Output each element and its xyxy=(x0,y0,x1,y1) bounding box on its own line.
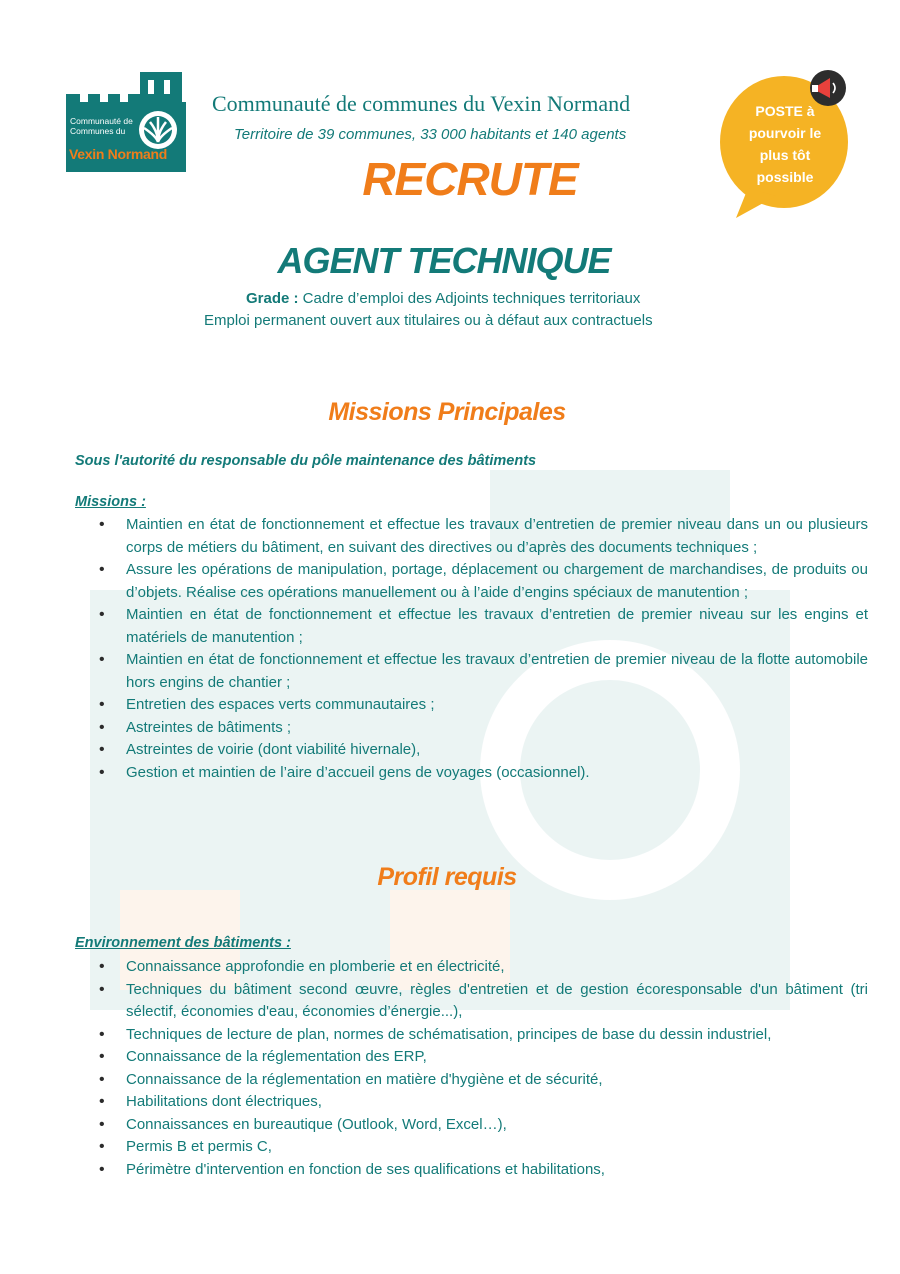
missions-label: Missions : xyxy=(75,494,146,510)
recrute-heading: RECRUTE xyxy=(362,153,578,205)
list-item: • Connaissance approfondie en plomberie et en électricité, xyxy=(75,956,868,979)
emploi-line: Emploi permanent ouvert aux titulaires ou à défaut aux contractuels xyxy=(204,312,653,329)
missions-list xyxy=(75,514,868,784)
poste-badge-text xyxy=(724,100,846,188)
badge-line: possible xyxy=(756,169,814,185)
list-item: • Périmètre d'intervention en fonction de ses qualifications et habilitations, xyxy=(75,1159,868,1182)
grade-value: Cadre d’emploi des Adjoints techniques territoriaux xyxy=(298,290,641,307)
grade-label: Grade : xyxy=(246,290,299,307)
list-item: • Assure les opérations de manipulation, portage, déplacement ou chargement de marchandises, de produits ou d’objets. Réalise ces opérations manuellement ou à l’aide d’engins spéciaux de manutention ; xyxy=(75,559,868,604)
organization-name: Communauté de communes du Vexin Normand xyxy=(212,91,631,116)
grade-line xyxy=(246,290,640,307)
list-item: • Techniques de lecture de plan, normes de schématisation, principes de base du dessin industriel, xyxy=(75,1024,868,1047)
missions-authority: Sous l'autorité du responsable du pôle maintenance des bâtiments xyxy=(75,453,537,469)
list-item: • Habilitations dont électriques, xyxy=(75,1091,868,1114)
list-item: • Gestion et maintien de l’aire d’accueil gens de voyages (occasionnel). xyxy=(75,762,868,785)
logo-line-2: Communes du xyxy=(70,126,126,136)
logo-vexin-normand: Vexin Normand xyxy=(69,146,168,162)
job-title: AGENT TECHNIQUE xyxy=(277,240,611,281)
profil-label: Environnement des bâtiments : xyxy=(75,935,291,951)
badge-line: plus tôt xyxy=(759,147,811,163)
list-item: • Maintien en état de fonctionnement et effectue les travaux d’entretien de premier niveau de la flotte automobile hors engins de chantier ; xyxy=(75,649,868,694)
list-item: • Connaissance de la réglementation en matière d'hygiène et de sécurité, xyxy=(75,1069,868,1092)
list-item: • Techniques du bâtiment second œuvre, règles d'entretien et de gestion écoresponsable d'un bâtiment (tri sélectif, économies d'eau, économies d’énergie...), xyxy=(75,979,868,1024)
list-item: • Connaissances en bureautique (Outlook, Word, Excel…), xyxy=(75,1114,868,1137)
list-item: • Astreintes de voirie (dont viabilité hivernale), xyxy=(75,739,868,762)
missions-title: Missions Principales xyxy=(328,398,566,426)
profil-title: Profil requis xyxy=(377,863,517,891)
list-item: • Permis B et permis C, xyxy=(75,1136,868,1159)
badge-line: pourvoir le xyxy=(748,125,822,141)
badge-line: POSTE à xyxy=(755,103,815,119)
territory-info: Territoire de 39 communes, 33 000 habitants et 140 agents xyxy=(234,126,627,143)
list-item: • Maintien en état de fonctionnement et effectue les travaux d’entretien de premier niveau sur les engins et matériels de manutention ; xyxy=(75,604,868,649)
list-item: • Entretien des espaces verts communautaires ; xyxy=(75,694,868,717)
list-item: • Astreintes de bâtiments ; xyxy=(75,717,868,740)
list-item: • Connaissance de la réglementation des ERP, xyxy=(75,1046,868,1069)
list-item: • Maintien en état de fonctionnement et effectue les travaux d’entretien de premier niveau dans un ou plusieurs corps de métiers du bâtiment, en suivant des directives ou d’après des documents techniques ; xyxy=(75,514,868,559)
profil-list xyxy=(75,956,868,1181)
logo-text xyxy=(70,116,133,136)
logo-line-1: Communauté de xyxy=(70,116,133,126)
